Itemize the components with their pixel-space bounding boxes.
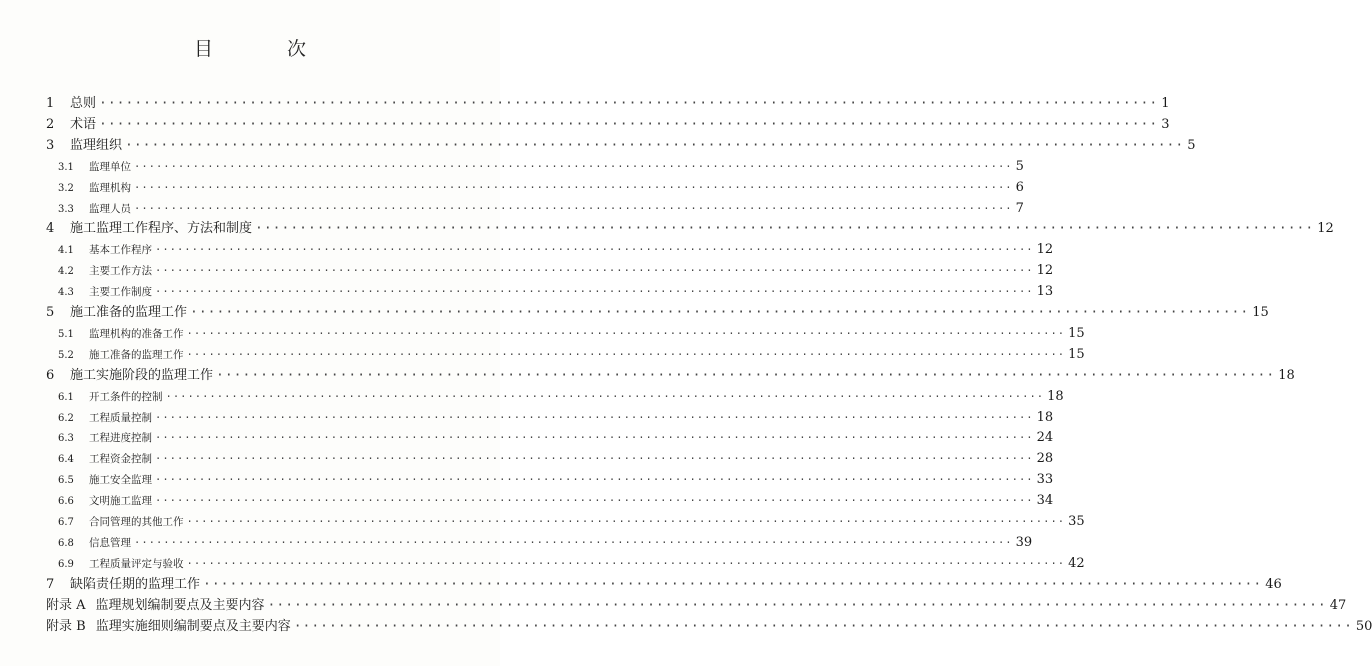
toc-entry-label: 监理单位 — [89, 160, 131, 173]
toc-leader-dots: ························································································································ — [155, 432, 1034, 445]
toc-entry-label: 缺陷责任期的监理工作 — [70, 576, 201, 592]
toc-leader-dots: ························································································································ — [190, 305, 1250, 320]
toc-entry-label: 施工准备的监理工作 — [70, 305, 188, 320]
toc-entry-label: 主要工作方法 — [89, 265, 152, 278]
toc-entry[interactable] — [58, 242, 1054, 259]
toc-entry[interactable] — [58, 179, 1024, 197]
toc-entry-label: 工程质量评定与验收 — [89, 557, 184, 570]
toc-entry-number: 3 — [46, 137, 55, 153]
toc-entry-number: 6 — [46, 367, 55, 383]
toc-entry[interactable] — [58, 200, 1024, 218]
toc-leader-dots: ························································································································ — [155, 286, 1034, 299]
toc-entry-label: 术语 — [70, 116, 97, 132]
toc-entry-page-number: 47 — [1329, 597, 1347, 613]
toc-entry-page-number: 7 — [1015, 200, 1024, 216]
toc-leader-dots: ························································································································ — [267, 597, 1327, 613]
toc-entry-number: 附录 A — [46, 597, 86, 613]
toc-leader-dots: ························································································································ — [155, 495, 1034, 508]
toc-title: 目 次 — [193, 38, 341, 60]
toc-entry-number: 6.9 — [58, 558, 74, 570]
toc-entry[interactable] — [58, 346, 1085, 364]
toc-entry-label: 工程质量控制 — [89, 411, 152, 424]
toc-entry-label: 信息管理 — [89, 536, 131, 549]
toc-entry-label: 施工实施阶段的监理工作 — [70, 367, 214, 383]
toc-entry[interactable] — [46, 597, 1347, 614]
toc-leader-dots: ························································································································ — [186, 327, 1066, 340]
toc-entry[interactable] — [58, 493, 1054, 510]
toc-leader-dots: ························································································································ — [125, 137, 1185, 153]
toc-entry-label: 总则 — [70, 96, 97, 111]
toc-entry-number: 6.7 — [58, 517, 74, 528]
toc-entry-number: 7 — [46, 576, 55, 592]
toc-entry[interactable] — [58, 409, 1054, 427]
toc-entry[interactable] — [58, 284, 1054, 301]
toc-leader-dots: ························································································································ — [293, 618, 1353, 634]
toc-entry-number: 5 — [46, 305, 55, 320]
toc-entry[interactable] — [46, 96, 1170, 112]
toc-entry-label: 基本工作程序 — [89, 244, 152, 257]
toc-leader-dots: ························································································································ — [134, 202, 1013, 215]
toc-entry[interactable] — [46, 305, 1269, 321]
toc-entry-number: 4.3 — [58, 287, 74, 299]
toc-leader-dots: ························································································································ — [134, 160, 1013, 173]
toc-entry-number: 6.1 — [58, 391, 74, 403]
toc-entry-page-number: 34 — [1036, 493, 1054, 509]
toc-entry-label: 施工安全监理 — [89, 474, 152, 487]
toc-entry[interactable] — [46, 618, 1372, 635]
toc-entry-number: 6.3 — [58, 433, 74, 445]
toc-entry-label: 开工条件的控制 — [89, 390, 163, 403]
toc-entry-page-number: 6 — [1015, 179, 1024, 195]
toc-entry[interactable] — [58, 388, 1064, 406]
toc-entry-label: 主要工作制度 — [89, 286, 152, 299]
toc-entry[interactable] — [58, 430, 1054, 447]
toc-entry[interactable] — [58, 158, 1024, 176]
toc-entry-page-number: 24 — [1036, 430, 1054, 446]
toc-entry-page-number: 28 — [1036, 451, 1054, 467]
toc-leader-dots: ························································································································ — [203, 576, 1263, 592]
toc-entry[interactable] — [46, 116, 1170, 133]
toc-entry-number: 6.8 — [58, 537, 74, 549]
toc-leader-dots: ························································································································ — [155, 244, 1034, 257]
toc-entry-number: 2 — [46, 116, 55, 132]
toc-entry-label: 施工监理工作程序、方法和制度 — [70, 221, 253, 237]
toc-entry-number: 3.3 — [58, 203, 74, 215]
toc-entry-page-number: 15 — [1252, 305, 1269, 320]
toc-entry[interactable] — [46, 367, 1295, 384]
toc-entry-number: 3.1 — [58, 161, 74, 173]
toc-entry-label: 施工准备的监理工作 — [89, 348, 184, 361]
toc-entry-page-number: 15 — [1068, 325, 1085, 341]
toc-entry[interactable] — [58, 451, 1054, 468]
toc-entry-number: 1 — [46, 96, 55, 111]
toc-entry-page-number: 46 — [1265, 576, 1282, 592]
toc-leader-dots: ························································································································ — [186, 557, 1066, 570]
toc-entry-page-number: 18 — [1036, 409, 1054, 425]
toc-leader-dots: ························································································································ — [216, 367, 1276, 383]
toc-entry-page-number: 5 — [1015, 158, 1024, 174]
toc-leader-dots: ························································································································ — [134, 181, 1013, 194]
toc-entry-number: 5.1 — [58, 328, 74, 340]
toc-entry-page-number: 15 — [1068, 346, 1085, 362]
toc-entry-label: 监理机构的准备工作 — [89, 327, 184, 340]
toc-entry[interactable] — [58, 534, 1033, 552]
toc-entry[interactable] — [46, 221, 1334, 237]
toc-leader-dots: ························································································································ — [99, 96, 1159, 111]
toc-leader-dots: ························································································································ — [186, 516, 1066, 528]
toc-entry-page-number: 18 — [1278, 367, 1295, 383]
toc-entry-label: 监理人员 — [89, 202, 131, 215]
toc-leader-dots: ························································································································ — [99, 116, 1159, 132]
toc-entry-page-number: 35 — [1068, 514, 1085, 529]
toc-leader-dots: ························································································································ — [155, 265, 1034, 278]
toc-entry-label: 监理组织 — [70, 137, 123, 153]
toc-entry-number: 6.6 — [58, 496, 74, 508]
toc-entry-page-number: 12 — [1036, 263, 1054, 279]
toc-entry-number: 6.5 — [58, 475, 74, 487]
toc-entry-label: 工程进度控制 — [89, 432, 152, 445]
toc-entry[interactable] — [58, 325, 1085, 343]
toc-entry-page-number: 39 — [1015, 534, 1033, 550]
toc-entry[interactable] — [58, 472, 1054, 489]
toc-entry-page-number: 12 — [1317, 221, 1334, 237]
toc-entry-page-number: 12 — [1036, 242, 1054, 258]
toc-leader-dots: ························································································································ — [255, 221, 1315, 237]
toc-entry-label: 监理规划编制要点及主要内容 — [95, 597, 265, 613]
toc-entry[interactable] — [46, 576, 1282, 593]
toc-entry-number: 4.2 — [58, 266, 74, 278]
toc-entry-page-number: 33 — [1036, 472, 1054, 488]
toc-leader-dots: ························································································································ — [155, 453, 1034, 466]
toc-entry[interactable] — [58, 555, 1085, 573]
toc-entry-label: 文明施工监理 — [89, 495, 152, 508]
toc-leader-dots: ························································································································ — [155, 411, 1034, 424]
toc-leader-dots: ························································································································ — [155, 474, 1034, 487]
toc-entry-page-number: 13 — [1036, 284, 1054, 300]
toc-entry-number: 6.2 — [58, 412, 74, 424]
toc-leader-dots: ························································································································ — [134, 536, 1013, 549]
toc-entry-page-number: 3 — [1161, 116, 1170, 132]
toc-entry[interactable] — [46, 137, 1196, 154]
toc-entry[interactable] — [58, 514, 1085, 531]
toc-entry-page-number: 42 — [1068, 555, 1085, 571]
toc-leader-dots: ························································································································ — [165, 390, 1045, 403]
toc-entry-number: 5.2 — [58, 349, 74, 361]
toc-entry-label: 合同管理的其他工作 — [89, 516, 184, 528]
toc-entry-number: 3.2 — [58, 182, 74, 194]
toc-entry-page-number: 5 — [1187, 137, 1196, 153]
toc-entry-number: 附录 B — [46, 618, 86, 634]
toc-entry-number: 4.1 — [58, 245, 74, 257]
toc-entry-page-number: 18 — [1047, 388, 1064, 404]
toc-entry-page-number: 50 — [1355, 618, 1372, 634]
toc-entry-label: 工程资金控制 — [89, 453, 152, 466]
toc-entry-label: 监理机构 — [89, 181, 131, 194]
toc-entry[interactable] — [58, 263, 1054, 280]
toc-entry-page-number: 1 — [1161, 96, 1170, 111]
toc-entry-number: 4 — [46, 221, 55, 237]
toc-entry-number: 6.4 — [58, 454, 74, 466]
toc-entry-label: 监理实施细则编制要点及主要内容 — [95, 618, 291, 634]
toc-leader-dots: ························································································································ — [186, 348, 1066, 361]
